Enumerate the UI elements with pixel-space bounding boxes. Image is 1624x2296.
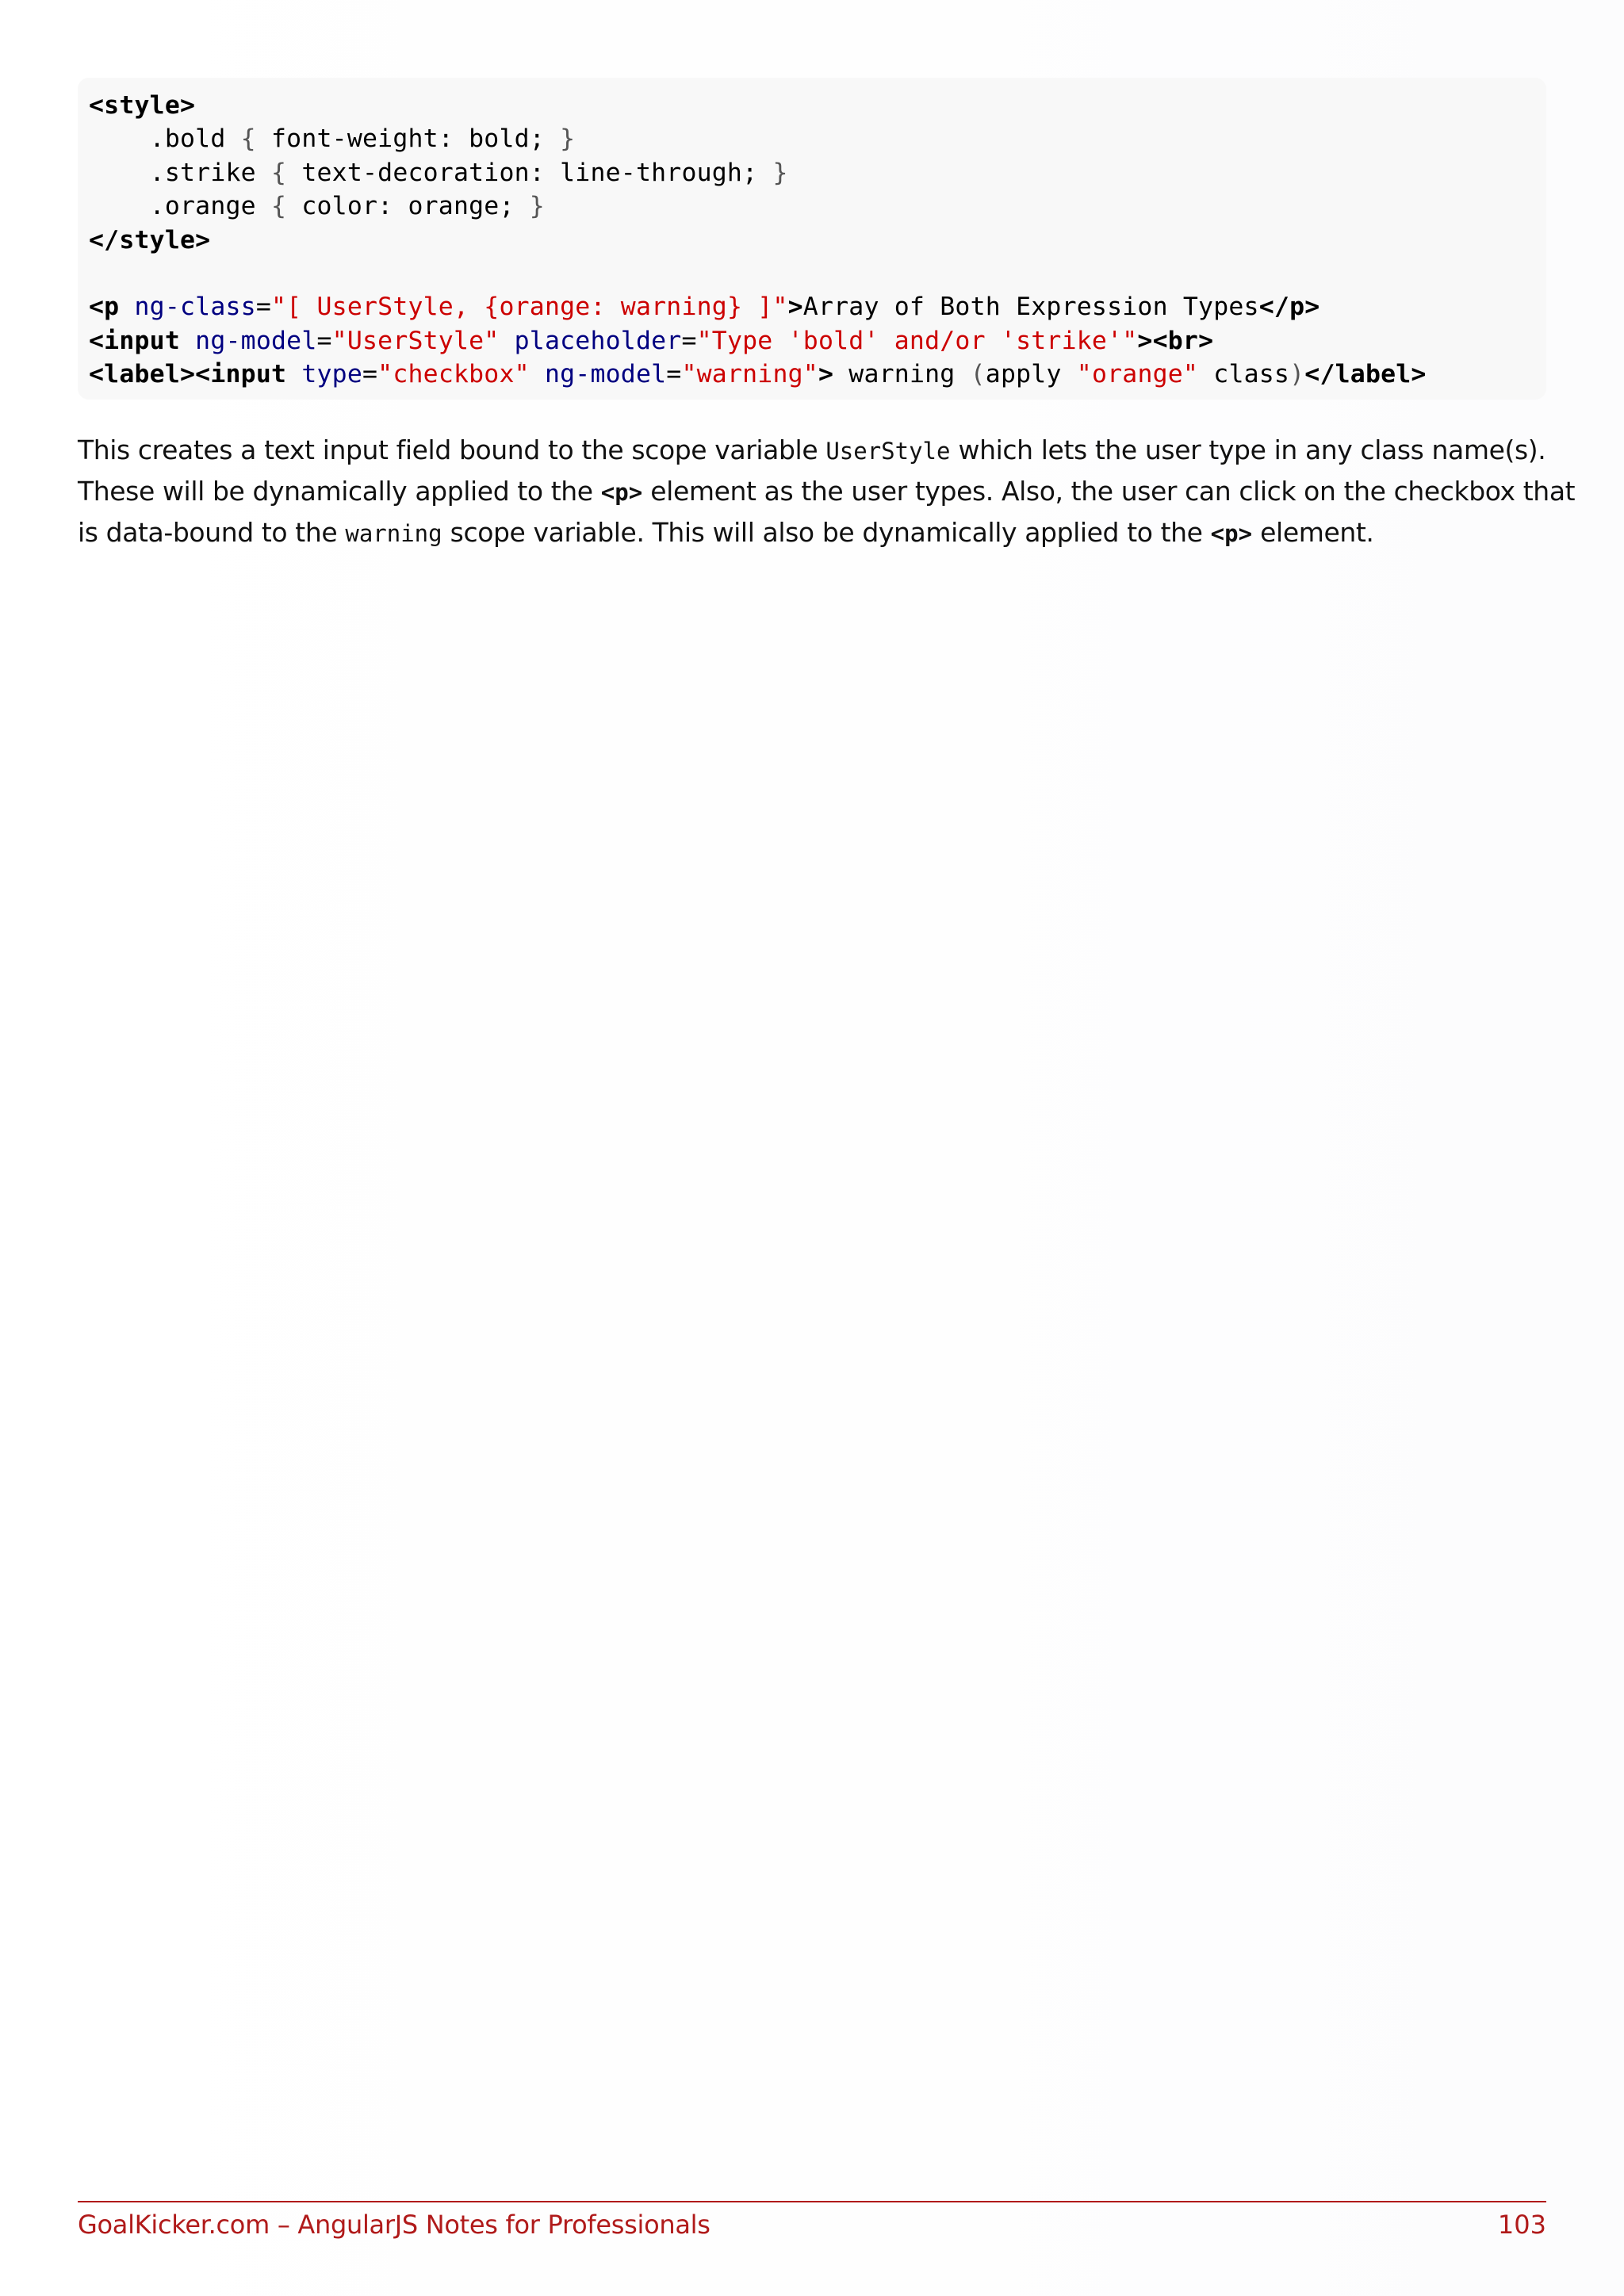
- code-token: "warning": [681, 360, 818, 389]
- code-line-8: [89, 324, 1535, 358]
- code-token: >: [818, 360, 834, 389]
- text-run: This creates a text input field bound to the scope variable: [78, 434, 826, 465]
- code-line-1: [89, 89, 1535, 122]
- code-token: "Type 'bold' and/or 'strike'": [696, 326, 1138, 355]
- code-token: "[ UserStyle, {orange: warning} ]": [271, 293, 788, 322]
- body-paragraph: [78, 430, 1576, 553]
- code-token: {: [225, 124, 271, 154]
- code-token: </style>: [89, 225, 211, 254]
- paragraph-line-3: [78, 512, 1553, 553]
- page-number: 103: [1497, 2210, 1546, 2240]
- code-token: =: [255, 293, 271, 322]
- code-token: {: [255, 192, 302, 221]
- text-run: These will be dynamically applied to the: [78, 476, 601, 507]
- code-token: ng-model: [180, 326, 317, 355]
- text-run: which lets the user type in any class name(s).: [950, 434, 1546, 465]
- code-token: <label>: [89, 360, 196, 389]
- code-line-6: [89, 257, 1535, 290]
- code-token: }: [544, 124, 576, 154]
- code-token: </label>: [1304, 360, 1427, 389]
- code-token: [89, 124, 150, 153]
- paragraph-line-1: [78, 430, 1553, 471]
- code-line-7: [89, 290, 1535, 323]
- code-token: warning: [833, 360, 971, 389]
- code-token: </p>: [1258, 293, 1320, 322]
- code-token: "UserStyle": [331, 326, 500, 355]
- code-token: [89, 192, 150, 220]
- code-token: >: [1137, 326, 1153, 355]
- code-token: class: [1198, 360, 1290, 389]
- code-token: .bold: [149, 124, 226, 154]
- text-run: is data-bound to the: [78, 517, 346, 548]
- code-token: "orange": [1076, 360, 1199, 389]
- code-token: <style>: [89, 91, 196, 120]
- code-token: ng-class: [119, 293, 256, 322]
- text-run: scope variable. This will also be dynamically applied to the: [442, 517, 1211, 548]
- code-token: =: [666, 360, 682, 389]
- inline-code: <p>: [600, 479, 643, 506]
- code-token: placeholder: [499, 326, 682, 355]
- code-token: =: [681, 326, 697, 355]
- code-token: <input: [89, 326, 180, 355]
- code-token: (: [970, 360, 986, 389]
- code-token: .strike: [149, 158, 256, 187]
- code-token: =: [362, 360, 378, 389]
- footer-source-link[interactable]: GoalKicker.com – AngularJS Notes for Professionals: [78, 2210, 710, 2240]
- code-line-5: [89, 224, 1535, 257]
- code-token: <br>: [1152, 326, 1214, 355]
- code-token: [89, 159, 150, 187]
- code-line-2: [89, 122, 1535, 155]
- code-token: .orange: [149, 192, 256, 221]
- code-token: }: [757, 158, 788, 187]
- code-token: text-decoration: line-through;: [301, 158, 758, 187]
- inline-code: <p>: [1210, 520, 1253, 547]
- code-token: {: [255, 158, 302, 187]
- code-block: [78, 78, 1546, 400]
- code-token: Array of Both Expression Types: [802, 293, 1259, 322]
- code-token: type: [286, 360, 362, 389]
- code-line-9: [89, 358, 1535, 391]
- text-run: element.: [1252, 517, 1374, 548]
- code-line-3: [89, 156, 1535, 189]
- code-token: apply: [985, 360, 1077, 389]
- code-token: ): [1289, 360, 1305, 389]
- code-token: color: orange;: [301, 192, 515, 221]
- footer-divider: [78, 2201, 1546, 2202]
- code-token: <p: [89, 293, 120, 322]
- inline-code: warning: [345, 520, 442, 547]
- code-token: ng-model: [529, 360, 667, 389]
- paragraph-line-2: [78, 471, 1576, 512]
- code-token: "checkbox": [377, 360, 530, 389]
- code-token: <input: [195, 360, 287, 389]
- code-token: >: [787, 293, 803, 322]
- code-token: font-weight: bold;: [271, 124, 545, 154]
- code-line-4: [89, 189, 1535, 223]
- code-token: =: [316, 326, 332, 355]
- code-token: }: [514, 192, 545, 221]
- inline-code: UserStyle: [825, 438, 951, 465]
- text-run: element as the user types. Also, the user can click on the checkbox that: [642, 476, 1576, 507]
